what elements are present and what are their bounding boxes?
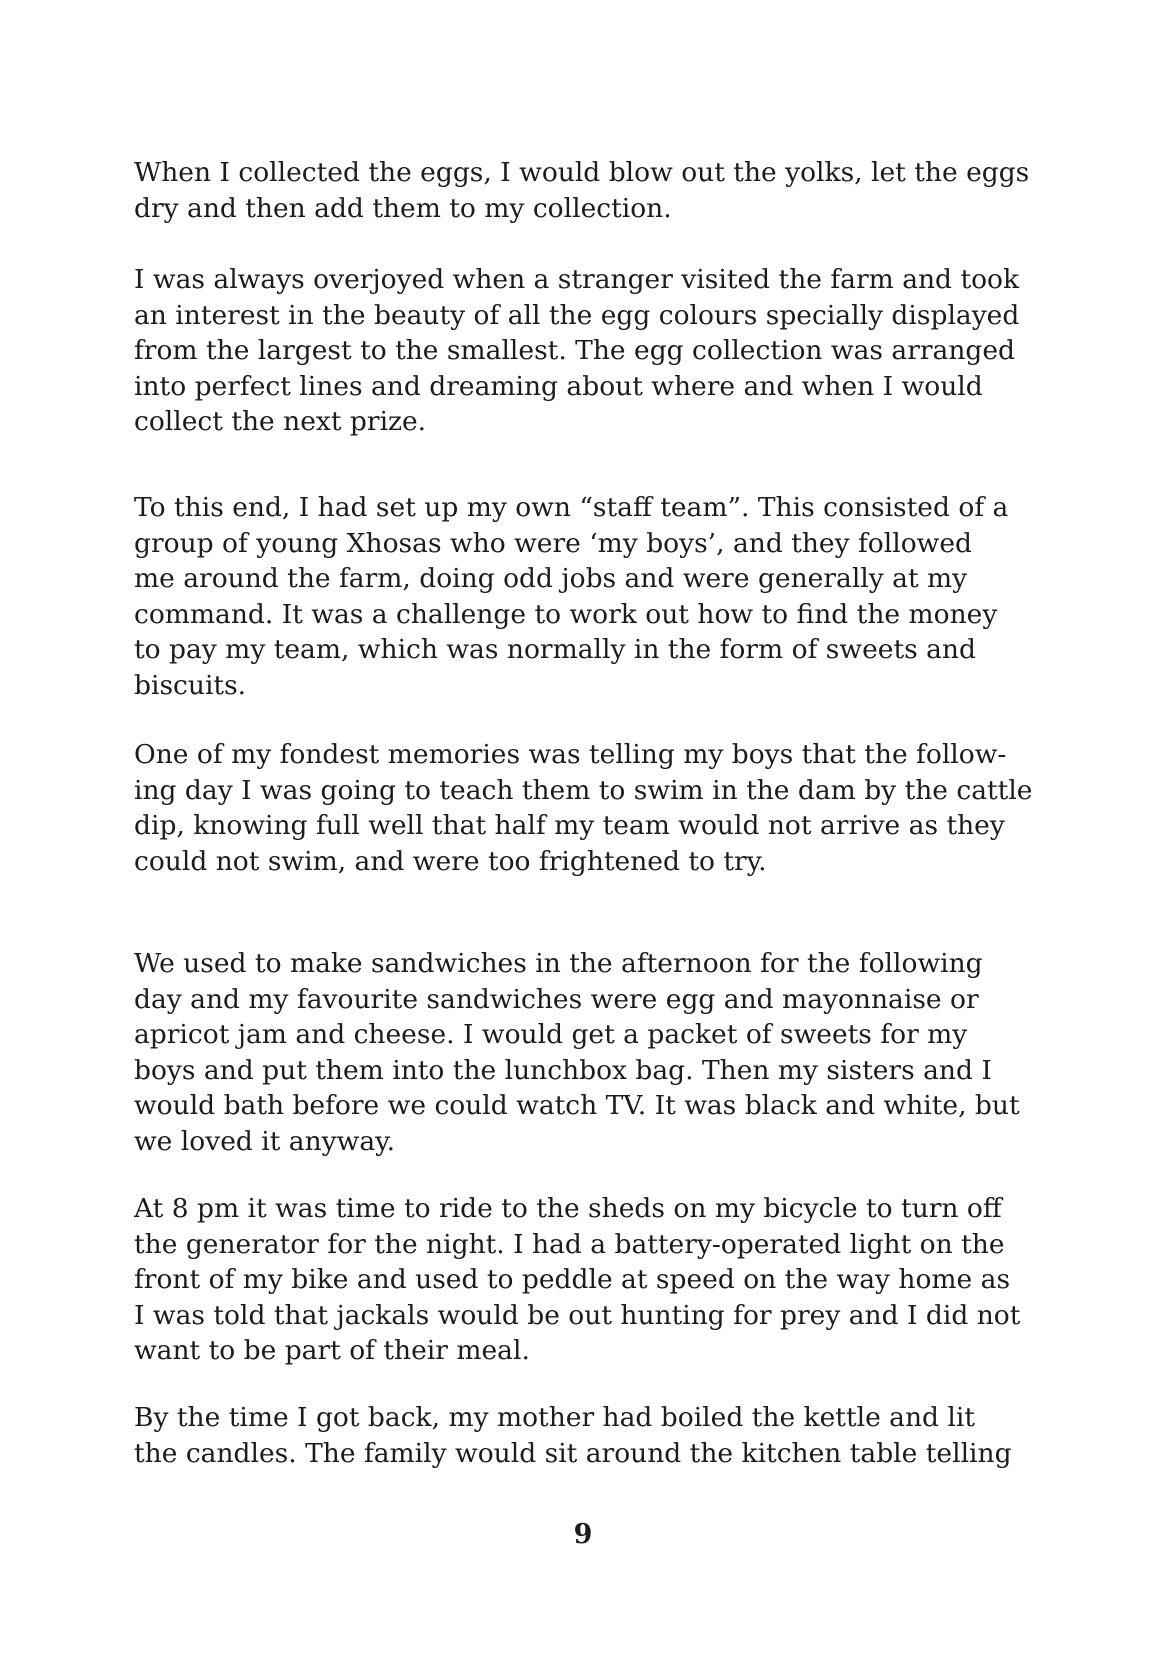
paragraph-kitchen-table bbox=[134, 1400, 1034, 1471]
paragraph-swimming-memory bbox=[134, 737, 1034, 879]
text-line: into perfect lines and dreaming about where and when I would bbox=[134, 370, 983, 402]
text-line: could not swim, and were too frightened to try. bbox=[134, 845, 767, 877]
text-line: I was told that jackals would be out hunting for prey and I did not bbox=[134, 1299, 1021, 1331]
text-line: dry and then add them to my collection. bbox=[134, 192, 672, 224]
text-line: we loved it anyway. bbox=[134, 1125, 396, 1157]
text-line: the generator for the night. I had a battery-operated light on the bbox=[134, 1228, 1005, 1260]
text-line: collect the next prize. bbox=[134, 406, 427, 437]
text-line: At 8 pm it was time to ride to the sheds on my bicycle to turn off bbox=[134, 1193, 1002, 1224]
text-line: to pay my team, which was normally in the form of sweets and bbox=[134, 634, 976, 665]
paragraph-generator bbox=[134, 1191, 1034, 1369]
text-line: group of young Xhosas who were ‘my boys’, and they followed bbox=[134, 527, 972, 559]
text-line: me around the farm, doing odd jobs and were generally at my bbox=[134, 563, 968, 594]
text-line: By the time I got back, my mother had boiled the kettle and lit bbox=[134, 1402, 976, 1433]
paragraph-egg-display bbox=[134, 262, 1034, 440]
text-line: the candles. The family would sit around the kitchen table telling bbox=[134, 1437, 1012, 1469]
text-line: want to be part of their meal. bbox=[134, 1335, 530, 1366]
text-line: would bath before we could watch TV. It was black and white, but bbox=[134, 1090, 1020, 1121]
text-line: command. It was a challenge to work out how to find the money bbox=[134, 598, 998, 630]
text-line: We used to make sandwiches in the afternoon for the following bbox=[134, 948, 983, 979]
text-line: apricot jam and cheese. I would get a packet of sweets for my bbox=[134, 1019, 968, 1050]
text-line: One of my fondest memories was telling my boys that the follow- bbox=[134, 739, 1007, 770]
paragraph-staff-team bbox=[134, 490, 1034, 703]
text-line: from the largest to the smallest. The egg collection was arranged bbox=[134, 335, 1016, 366]
text-line: front of my bike and used to peddle at speed on the way home as bbox=[134, 1264, 1011, 1295]
paragraph-egg-collecting bbox=[134, 155, 1034, 226]
text-line: biscuits. bbox=[134, 669, 247, 701]
paragraph-sandwiches bbox=[134, 946, 1034, 1159]
text-line: day and my favourite sandwiches were egg and mayonnaise or bbox=[134, 983, 979, 1015]
text-line: When I collected the eggs, I would blow out the yolks, let the eggs bbox=[134, 157, 1030, 188]
text-line: To this end, I had set up my own “staff team”. This consisted of a bbox=[134, 492, 1009, 523]
text-line: I was always overjoyed when a stranger visited the farm and took bbox=[134, 264, 1020, 295]
text-line: dip, knowing full well that half my team would not arrive as they bbox=[134, 810, 1005, 841]
text-line: an interest in the beauty of all the egg colours specially displayed bbox=[134, 299, 1020, 331]
text-line: boys and put them into the lunchbox bag. Then my sisters and I bbox=[134, 1054, 992, 1086]
text-line: ing day I was going to teach them to swim in the dam by the cattle bbox=[134, 774, 1033, 806]
page-number: 9 bbox=[573, 1519, 593, 1550]
